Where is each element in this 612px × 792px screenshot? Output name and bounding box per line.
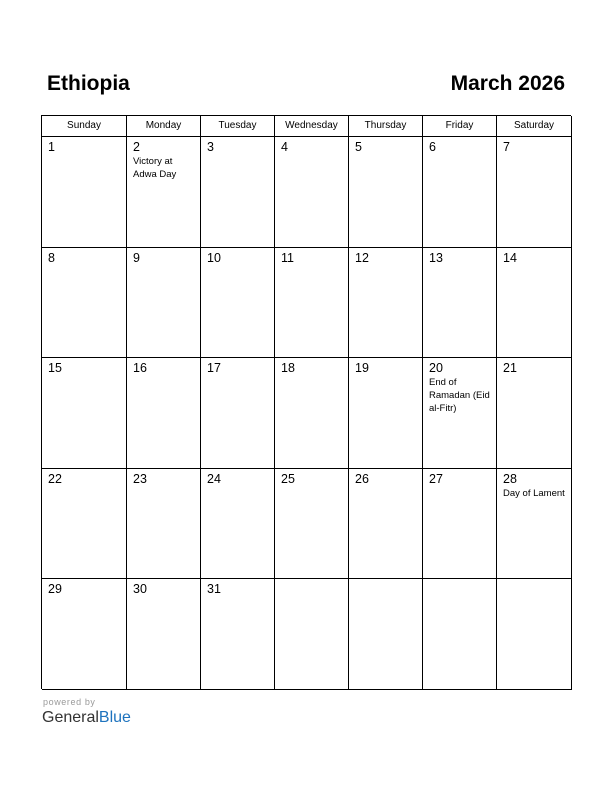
day-cell xyxy=(349,358,423,469)
day-cell xyxy=(42,469,127,580)
day-cell xyxy=(349,579,423,690)
day-cell xyxy=(275,137,349,248)
day-cell xyxy=(349,248,423,359)
day-number: 20 xyxy=(429,361,443,376)
day-cell xyxy=(201,579,275,690)
weekday-header: Saturday xyxy=(497,116,572,137)
day-number: 23 xyxy=(133,471,147,486)
brand-logo[interactable] xyxy=(42,709,131,727)
day-number: 7 xyxy=(503,140,510,154)
holiday-label: Victory at Adwa Day xyxy=(133,156,177,180)
day-cell xyxy=(42,579,127,690)
day-cell xyxy=(423,358,497,469)
day-cell xyxy=(423,248,497,359)
day-number: 13 xyxy=(429,250,443,265)
day-cell xyxy=(42,358,127,469)
day-number: 14 xyxy=(503,250,517,265)
powered-by-label: powered by xyxy=(43,697,96,707)
day-number: 26 xyxy=(355,471,369,486)
holiday-label: End of Ramadan (Eid al-Fitr) xyxy=(429,377,490,415)
day-cell xyxy=(275,579,349,690)
weekday-header: Tuesday xyxy=(201,116,275,137)
day-cell xyxy=(127,469,201,580)
day-number: 1 xyxy=(48,140,55,154)
day-number: 17 xyxy=(207,361,221,376)
day-cell xyxy=(497,248,572,359)
day-number: 6 xyxy=(429,140,436,154)
day-number: 27 xyxy=(429,471,443,486)
day-number: 2 xyxy=(133,140,140,154)
day-cell xyxy=(497,358,572,469)
weekday-header: Wednesday xyxy=(275,116,349,137)
day-number: 4 xyxy=(281,140,288,154)
day-number: 18 xyxy=(281,361,295,376)
holiday-label: Day of Lament xyxy=(503,487,565,499)
month-title: March 2026 xyxy=(450,72,565,95)
day-number: 24 xyxy=(207,471,221,486)
day-cell xyxy=(127,137,201,248)
day-number: 31 xyxy=(207,582,221,597)
day-cell xyxy=(275,358,349,469)
day-cell xyxy=(423,137,497,248)
weekday-header: Thursday xyxy=(349,116,423,137)
day-number: 30 xyxy=(133,582,147,597)
day-cell xyxy=(201,358,275,469)
weekday-header: Friday xyxy=(423,116,497,137)
weekday-header: Sunday xyxy=(42,116,127,137)
day-number: 5 xyxy=(355,140,362,154)
day-number: 29 xyxy=(48,582,62,597)
day-cell xyxy=(201,469,275,580)
brand-name-part2: Blue xyxy=(98,709,131,726)
day-cell xyxy=(497,579,572,690)
day-cell xyxy=(42,137,127,248)
day-number: 16 xyxy=(133,361,147,376)
day-cell xyxy=(497,137,572,248)
day-number: 11 xyxy=(281,250,294,265)
day-number: 25 xyxy=(281,471,295,486)
day-cell xyxy=(275,469,349,580)
country-title: Ethiopia xyxy=(47,72,130,95)
day-cell xyxy=(349,469,423,580)
calendar-grid xyxy=(41,115,571,689)
day-number: 12 xyxy=(355,250,369,265)
day-cell xyxy=(349,137,423,248)
day-cell xyxy=(497,469,572,580)
day-number: 15 xyxy=(48,361,62,376)
weekday-header: Monday xyxy=(127,116,201,137)
day-number: 22 xyxy=(48,471,62,486)
day-cell xyxy=(201,248,275,359)
day-number: 28 xyxy=(503,471,517,486)
brand-name-part1: General xyxy=(42,709,99,726)
day-number: 10 xyxy=(207,250,221,265)
day-cell xyxy=(127,358,201,469)
day-number: 8 xyxy=(48,250,55,265)
day-cell xyxy=(423,579,497,690)
day-number: 9 xyxy=(133,250,140,265)
day-number: 19 xyxy=(355,361,369,376)
day-cell xyxy=(127,248,201,359)
day-number: 21 xyxy=(503,361,517,376)
day-cell xyxy=(423,469,497,580)
day-cell xyxy=(42,248,127,359)
day-cell xyxy=(275,248,349,359)
day-cell xyxy=(127,579,201,690)
day-number: 3 xyxy=(207,140,214,154)
day-cell xyxy=(201,137,275,248)
